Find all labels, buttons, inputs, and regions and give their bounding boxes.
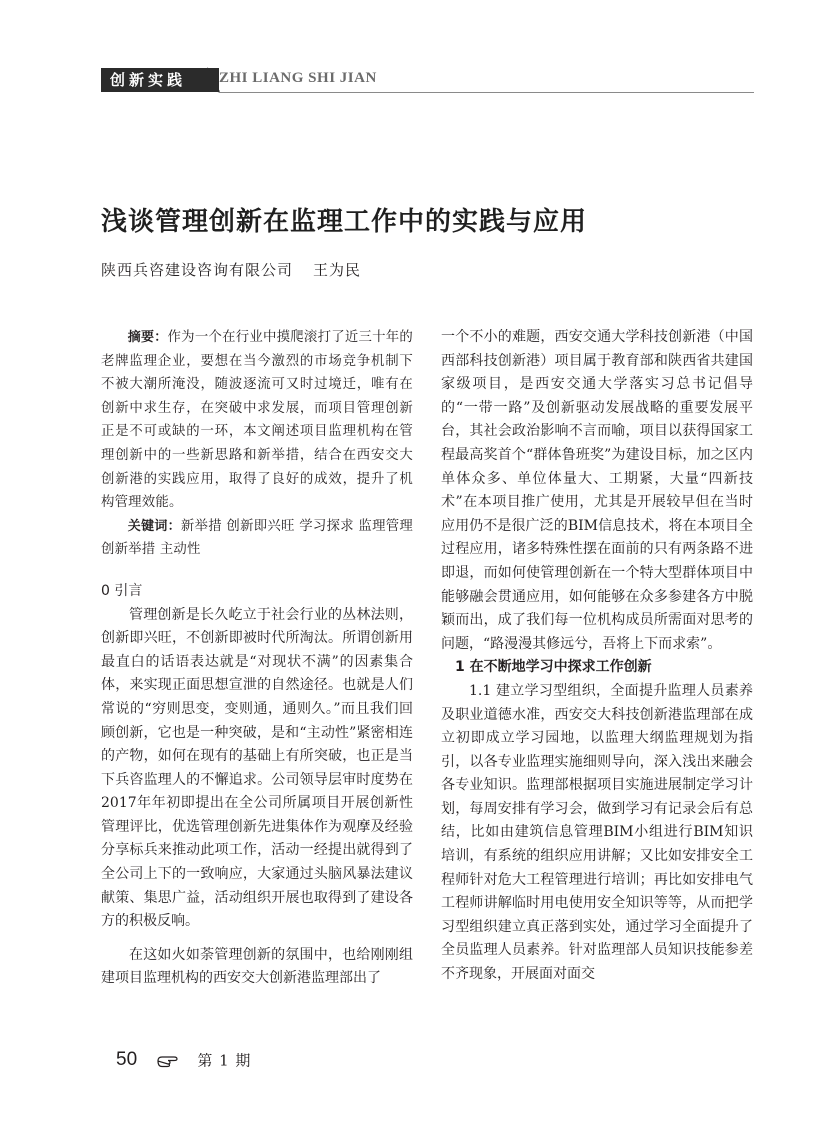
left-column bbox=[101, 326, 413, 991]
intro-paragraph-2: 在这如火如荼管理创新的氛围中，也给刚刚组建项目监理机构的西安交大创新港监理部出了 bbox=[101, 946, 413, 987]
abstract-label: 摘要： bbox=[127, 330, 168, 345]
header-rule bbox=[219, 92, 754, 93]
section-tag: 创新实践 bbox=[101, 68, 219, 92]
right-column bbox=[441, 326, 753, 987]
abstract-text: 作为一个在行业中摸爬滚打了近三十年的老牌监理企业，要想在当今激烈的市场竞争机制下不被大潮所淹没，随波逐流可又时过境迁，唯有在创新中求生存，在突破中求发展，而项目管理创新正是不可或缺的一环，本文阐述项目监理机构在管理创新中的一些新思路和新举措，结合在西安交大创新港的实践应用，取得了良好的成效，提升了机构管理效能。 bbox=[101, 330, 413, 511]
section-1-heading: 1 在不断地学习中探求工作创新 bbox=[455, 659, 652, 676]
issue-number: 第 1 期 bbox=[197, 1051, 252, 1070]
intro-paragraph-1: 管理创新是长久屹立于社会行业的丛林法则，创新即兴旺，不创新即被时代所淘汰。所谓创新用最直白的话语表达就是“对现状不满”的因素集合体，来实现正面思想宣泄的自然途径。也就是人们常说的“穷则思变，变则通，通则久。”而且我们回顾创新，它也是一种突破，是和“主动性”紧密相连的产物，如何在现有的基础上有所突破，也正是当下兵咨监理人的不懈追求。公司领导层审时度势在2017年年初即提出在全公司所属项目开展创新性管理评比，优选管理创新先进集体作为观摩及经验分享标兵来推动此项工作，活动一经提出就得到了全公司上下的一致响应，大家通过头脑风暴法建议献策、集思广益，活动组织开展也取得到了建设各方的积极反响。 bbox=[101, 606, 413, 930]
page-footer bbox=[116, 1049, 251, 1073]
pointing-hand-icon bbox=[156, 1052, 180, 1068]
author-organization: 陕西兵咨建设咨询有限公司 bbox=[101, 261, 294, 279]
abstract bbox=[101, 326, 413, 515]
keywords bbox=[101, 515, 413, 562]
byline bbox=[101, 259, 361, 280]
section-1-paragraph-1: 1.1 建立学习型组织，全面提升监理人员素养及职业道德水准，西安交大科技创新港监理部在成立初即成立学习园地，以监理大纲监理规划为指引，以各专业监理实施细则导向，深入浅出来融会各专业知识。监理部根据项目实施进展制定学习计划，每周安排有学习会，做到学习有记录会后有总结，比如由建筑信息管理BIM小组进行BIM知识培训，有系统的组织应用讲解；又比如安排安全工程师针对危大工程管理进行培训；再比如安排电气工程师讲解临时用电使用安全知识等等，从而把学习型组织建立真正落到实处，通过学习全面提升了全员监理人员素养。针对监理部人员知识技能参差不齐现象，开展面对面交 bbox=[441, 682, 753, 983]
header-subtitle: ZHI LIANG SHI JIAN bbox=[219, 70, 377, 86]
keywords-label: 关键词： bbox=[127, 518, 181, 534]
page-number: 50 bbox=[116, 1049, 138, 1070]
article-title: 浅谈管理创新在监理工作中的实践与应用 bbox=[101, 207, 588, 237]
keywords-text: 新举措 创新即兴旺 学习探求 监理管理 创新举措 主动性 bbox=[101, 518, 413, 558]
page-header bbox=[101, 66, 754, 96]
intro-heading: 0 引言 bbox=[101, 582, 143, 599]
right-paragraph-1: 一个不小的难题，西安交通大学科技创新港（中国西部科技创新港）项目属于教育部和陕西省共建国家级项目，是西安交通大学落实习总书记倡导的“一带一路”及创新驱动发展战略的重要发展平台，其社会政治影响不言而喻，项目以获得国家工程最高奖首个“群体鲁班奖”为建设目标，加之区内单体众多、单位体量大、工期紧，大量“四新技术”在本项目推广使用，尤其是开展较早但在当时应用仍不是很广泛的BIM信息技术，将在本项目全过程应用，诸多特殊性摆在面前的只有两条路不进即退，而如何使管理创新在一个特大型群体项目中能够融会贯通应用，如何能够在众多参建各方中脱颖而出，成了我们每一位机构成员所需面对思考的问题，“路漫漫其修远兮，吾将上下而求索”。 bbox=[441, 329, 753, 652]
author-name: 王为民 bbox=[313, 261, 362, 279]
